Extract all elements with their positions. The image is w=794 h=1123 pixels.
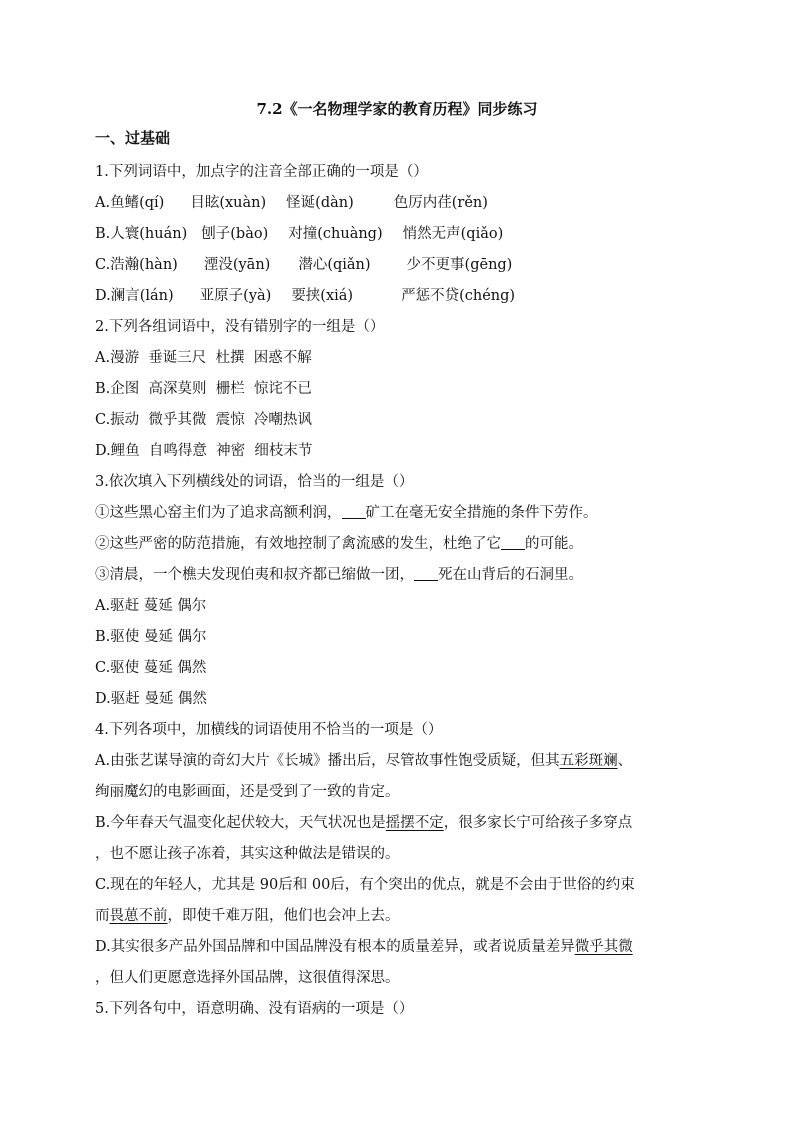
sentence-text: A.由张艺谋导演的奇幻大片《长城》播出后，尽管故事性饱受质疑，但其 xyxy=(95,753,560,769)
question-2-option-c: C.振动 微乎其微 震惊 冷嘲热讽 xyxy=(95,412,312,428)
question-4-option-c-line-1: C.现在的年轻人，尤其是 90后和 00后，有个突出的优点，就是不会由于世俗的约束 xyxy=(95,877,635,893)
sentence-text: ，很多家长宁可给孩子多穿点 xyxy=(443,815,633,831)
option-term: 目眩(xuàn) xyxy=(190,195,267,211)
question-4-option-b-line-1 xyxy=(95,808,705,839)
question-1-stem: 1.下列词语中，加点字的注音全部正确的一项是（） xyxy=(95,164,428,180)
page-title: 7.2《一名物理学家的教育历程》同步练习 xyxy=(256,100,538,118)
underlined-term: 微乎其微 xyxy=(574,939,633,955)
question-3-option-d: D.驱赶 曼延 偶然 xyxy=(95,691,207,707)
sentence-text: ①这些黑心窑主们为了追求高额利润， xyxy=(95,505,342,521)
underlined-term: 畏葸不前 xyxy=(109,908,168,924)
sentence-text: 的可能。 xyxy=(525,536,583,552)
question-2-option-b: B.企图 高深莫则 栅栏 惊诧不已 xyxy=(95,381,312,397)
option-term: B.人寰(huán) xyxy=(95,226,188,242)
option-term: 要挟(xiá) xyxy=(291,288,354,304)
sentence-text: B.今年春天气温变化起伏较大，天气状况也是 xyxy=(95,815,386,831)
sentence-text: ，即使千难万阻，他们也会冲上去。 xyxy=(167,908,400,924)
sentence-text: ②这些严密的防范措施，有效地控制了禽流感的发生，杜绝了它 xyxy=(95,536,501,552)
question-1-option-a xyxy=(95,188,705,219)
question-4-option-d-line-2: ，但人们更愿意选择外国品牌，这很值得深思。 xyxy=(95,970,400,986)
question-3-sentence-1 xyxy=(95,498,705,529)
option-term: 湮没(yān) xyxy=(203,257,271,273)
question-4-option-b-line-2: ，也不愿让孩子冻着，其实这种做法是错误的。 xyxy=(95,846,400,862)
sentence-text: 而 xyxy=(95,908,110,924)
option-term: 怪诞(dàn) xyxy=(286,195,354,211)
question-4-option-a-line-2: 绚丽魔幻的电影画面，还是受到了一致的肯定。 xyxy=(95,784,400,800)
option-term: A.鱼鳍(qí) xyxy=(95,195,165,211)
question-4-option-c-line-2 xyxy=(95,901,705,932)
question-2-option-a: A.漫游 垂诞三尺 杜撰 困惑不解 xyxy=(95,350,312,366)
question-4-option-a-line-1 xyxy=(95,746,705,777)
sentence-text: 、 xyxy=(617,753,633,769)
question-3-sentence-3 xyxy=(95,560,705,591)
exercise-content xyxy=(95,157,705,1025)
option-term: D.澜言(lán) xyxy=(95,288,174,304)
question-3-option-a: A.驱赶 蔓延 偶尔 xyxy=(95,598,207,614)
underlined-term: 摇摆不定 xyxy=(385,815,444,831)
sentence-text: 死在山背后的石洞里。 xyxy=(438,567,583,583)
option-term: C.浩瀚(hàn) xyxy=(95,257,178,273)
question-3-option-c: C.驱使 蔓延 偶然 xyxy=(95,660,207,676)
question-4-stem: 4.下列各项中，加横线的词语使用不恰当的一项是（） xyxy=(95,722,443,738)
option-term: 亚原子(yà) xyxy=(199,288,272,304)
option-term: 刨子(bào) xyxy=(201,226,269,242)
section-heading: 一、过基础 xyxy=(95,129,171,147)
question-4-option-d-line-1 xyxy=(95,932,705,963)
question-3-sentence-2 xyxy=(95,529,705,560)
fill-blank xyxy=(342,502,366,519)
option-term: 少不更事(gēng) xyxy=(406,257,513,273)
question-1-option-b xyxy=(95,219,705,250)
sentence-text: ③清晨，一个樵夫发现伯夷和叔齐都已缩做一团， xyxy=(95,567,414,583)
question-3-stem: 3.依次填入下列横线处的词语，恰当的一组是（） xyxy=(95,474,414,490)
option-term: 悄然无声(qiǎo) xyxy=(402,226,504,242)
option-term: 色厉内荏(rěn) xyxy=(393,195,488,211)
underlined-term: 五彩斑斓 xyxy=(559,753,618,769)
question-1-option-c xyxy=(95,250,705,281)
fill-blank xyxy=(501,533,525,550)
fill-blank xyxy=(414,564,438,581)
question-2-option-d: D.鲤鱼 自鸣得意 神密 细枝末节 xyxy=(95,443,313,459)
option-term: 潜心(qiǎn) xyxy=(298,257,371,273)
question-5-stem: 5.下列各句中，语意明确、没有语病的一项是（） xyxy=(95,1001,414,1017)
question-3-option-b: B.驱使 曼延 偶尔 xyxy=(95,629,207,645)
option-term: 对撞(chuàng) xyxy=(288,226,383,242)
question-2-stem: 2.下列各组词语中，没有错别字的一组是（） xyxy=(95,319,385,335)
question-1-option-d xyxy=(95,281,705,312)
sentence-text: 矿工在毫无安全措施的条件下劳作。 xyxy=(365,505,598,521)
sentence-text: D.其实很多产品外国品牌和中国品牌没有根本的质量差异，或者说质量差异 xyxy=(95,939,575,955)
option-term: 严惩不贷(chéng) xyxy=(401,288,516,304)
